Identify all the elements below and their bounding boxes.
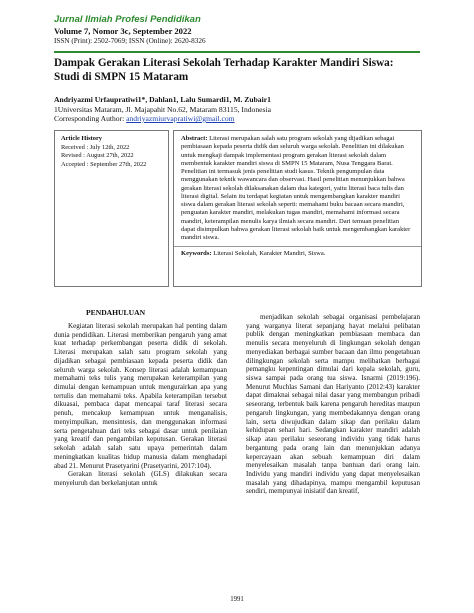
author-affiliation: 1Universitas Mataram, Jl. Majapahit No.62, Mataram 83115, Indonesia: [54, 104, 271, 114]
page-number: 1991: [230, 596, 244, 603]
accepted-date: Accepted : September 27th, 2022: [61, 160, 147, 168]
author-names: Andriyazmi Urfaupratiwi1*, Dahlan1, Lalu Sumardi1, M. Zubair1: [54, 95, 271, 104]
body-paragraph: menjadikan sekolah sebagai organisasi pembelajaran yang warganya literat sepanjang hayat melalui pelibatan publik dengan meningkatkan pembiasaan membaca dan menulis secara menyeluruh di lingkungan sekolah dengan menyediakan berbagai sumber bacaan dan ilmu pengetahuan dilingkungan sekolah serta mampu melibatkan berbagai pemangku kepentingan dimulai dari kepala sekolah, guru, siswa sampai pada orang tua siswa. Isnarmi (2019:196). Menurut Muchlas Samani dan Hariyanto (2012:43) karakter dapat dimaknai sebagai nilai dasar yang membangun pribadi seseorang, terbentuk baik karena pengaruh hereditas maupun pengaruh lingkungan, yang membedakannya dengan orang lain, serta diwujudkan dalam sikap dan perilaku dalam kehidupan sehari hari. Sedangkan karakter mandiri adalah sikap atau perilaku seseorang individu yang tidak harus bergantung pada orang lain dan menunjukkan adanya kepercayaan akan sebuah kemampuan diri dalam menyelesaikan masalah tanpa bantuan dari orang lain. Individu yang mandiri individu yang dapat menyelesaikan masalah yang dihadapinya, mampu mengambil keputusan sendiri, mempunyai inisiatif dan kreatif,: [246, 313, 420, 496]
journal-volume: Volume 7, Nomor 3c, September 2022: [54, 26, 192, 36]
section-heading: PENDAHULUAN: [86, 308, 146, 317]
body-paragraph: Gerakan literasi sekolah (GLS) dilakukan secara menyeluruh dan berkelanjutan untuk: [54, 470, 227, 487]
keywords-line: [174, 246, 421, 258]
body-paragraph: Kegiatan literasi sekolah merupakan hal penting dalam dunia pendidikan. Literasi memberikan pengaruh yang amat kuat terhadap perkembangan peserta didik di sekolah. Literasi merupakan salah satu program sekolah yang dijadikan sebagai pembiasaan kepada peserta didik dan seluruh warga sekolah. Konsep literasi adalah kemampuan memahami teks tulis yang merupakan keterampilan yang dimulai dengan kemampuan untuk mengurairkan apa yang tertulis dan memahami teks. Apabila keterampilan tersebut dikuasai, pembaca dapat mencapai taraf literasi secara penuh, mencakup kemampuan untuk menganalisis, menyimpulkan, mensintesis, dan menggunakan informasi serta pengetahuan dari teks sebagai dasar untuk penilaian yang kreatif dan pengambilan keputusan. Gerakan literasi sekolah adalah salah satu upaya pemerintah dalam meningkatkan kualitas hidup manusia dalam menghadapi abad 21. Menurut Prasetyarini (Prasetyarini, 2017:104).: [54, 322, 227, 470]
article-history-box: [54, 130, 169, 287]
keywords-text: Literasi Sekolah, Karakter Mandiri, Siswa.: [211, 250, 326, 258]
received-date: Received : July 12th, 2022: [61, 144, 130, 152]
abstract-label: Abstract:: [181, 135, 208, 142]
keywords-label: Keywords:: [181, 250, 212, 258]
abstract-text: Literasi merupakan salah satu program sekolah yang dijadikan sebagai pembiasaan kepada peserta didik dan seluruh warga sekolah. Penelitian ini dilakukan untuk mengkaji dampak implementasi program gerakan literasi sekolah dalam membentuk karakter mandiri siswa di SMPN 15 Mataram, Nusa Tenggara Barat. Penelitian ini termasuk jenis penelitian studi kasus. Teknik pengumpulan data menggunakan teknik wawancara dan observasi. Hasil penelitian menunjukkan bahwa gerakan literasi sekolah dilaksanakan dalam dua kategori, yaitu literasi baca tulis dan literasi digital. Selain itu terdapat kegiatan untuk mengembangkan karakter mandiri siswa dalam gerakan literasi sekolah seperti: memahami buku bacaan secara mandiri, penguatan karakter mandiri, melakukan tugas mandiri, memahami informasi secara mandiri, keterampilan menulis karya ilmiah secara mandiri. Dari temuan penelitian dapat disimpulkan bahwa gerakan literasi sekolah baik untuk mengembangkan karakter mandiri siswa.: [181, 135, 411, 241]
header-divider: [54, 51, 420, 53]
author-block: [54, 95, 420, 124]
journal-name: Jurnal Ilmiah Profesi Pendidikan: [54, 14, 201, 25]
article-title: Dampak Gerakan Literasi Sekolah Terhadap Karakter Mandiri Siswa: Studi di SMPN 15 Mataram: [54, 57, 394, 83]
corresponding-email-link[interactable]: andriyazmiurvapratiwi@gmail.com: [126, 114, 235, 123]
article-history-heading: Article History: [61, 135, 102, 142]
abstract-paragraph: [174, 131, 421, 242]
corresponding-author: [54, 114, 420, 124]
abstract-box: [173, 130, 422, 287]
journal-header: [54, 14, 414, 46]
body-column-right: [246, 313, 420, 496]
revised-date: Revised : August 27th, 2022: [61, 152, 134, 160]
body-column-left: [54, 322, 227, 488]
journal-issn: ISSN (Print): 2502-7069; ISSN (Online): 2620-8326: [54, 37, 206, 45]
corresponding-label: Corresponding Author:: [54, 114, 127, 123]
